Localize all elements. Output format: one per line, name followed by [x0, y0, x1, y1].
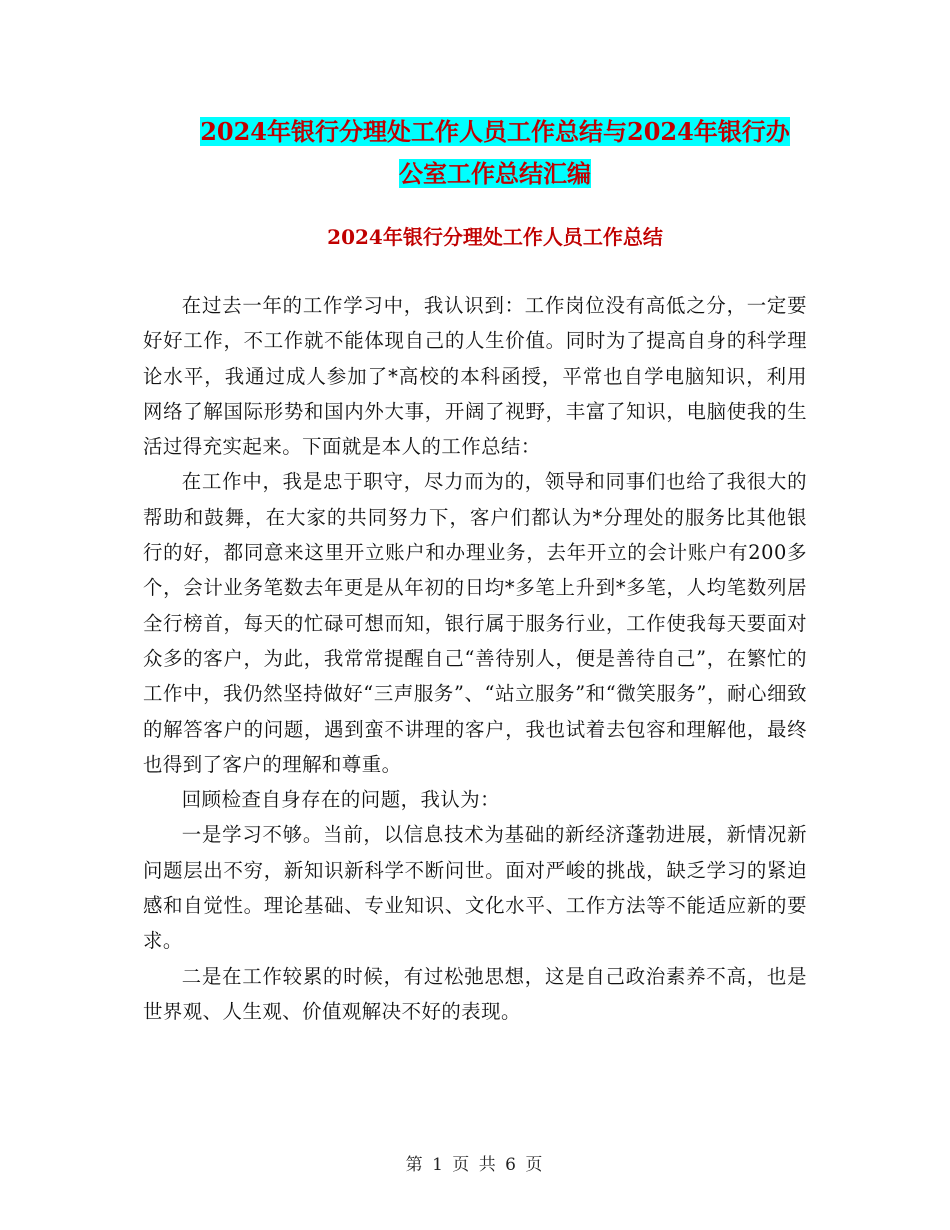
document-title-line-1 — [140, 110, 850, 154]
paragraph: 一是学习不够。当前，以信息技术为基础的新经济蓬勃进展，新情况新问题层出不穷，新知识新科学不断问世。面对严峻的挑战，缺乏学习的紧迫感和自觉性。理论基础、专业知识、文化水平、工作方法等不能适应新的要求。 — [143, 823, 807, 953]
document-title-text-2: 公室工作总结汇编 — [399, 159, 591, 188]
document-title-text-1: 2024年银行分理处工作人员工作总结与2024年银行办 — [200, 117, 790, 146]
paragraph: 二是在工作较累的时候，有过松弛思想，这是自己政治素养不高，也是世界观、人生观、价值观解决不好的表现。 — [143, 964, 807, 1023]
paragraph: 在工作中，我是忠于职守，尽力而为的，领导和同事们也给了我很大的帮助和鼓舞，在大家的共同努力下，客户们都认为*分理处的服务比其他银行的好，都同意来这里开立账户和办理业务，去年开立的会计账户有200多个，会计业务笔数去年更是从年初的日均*多笔上升到*多笔，人均笔数列居全行榜首，每天的忙碌可想而知，银行属于服务行业，工作使我每天要面对众多的客户，为此，我常常提醒自己“善待别人，便是善待自己”，在繁忙的工作中，我仍然坚持做好“三声服务”、“站立服务”和“微笑服务”，耐心细致的解答客户的问题，遇到蛮不讲理的客户，我也试着去包容和理解他，最终也得到了客户的理解和尊重。 — [143, 470, 807, 776]
document-title-line-2 — [140, 152, 850, 196]
paragraph: 在过去一年的工作学习中，我认识到：工作岗位没有高低之分，一定要好好工作，不工作就不能体现自己的人生价值。同时为了提高自身的科学理论水平，我通过成人参加了*高校的本科函授，平常也自学电脑知识，利用网络了解国际形势和国内外大事，开阔了视野，丰富了知识，电脑使我的生活过得充实起来。下面就是本人的工作总结： — [143, 294, 807, 459]
section-heading: 2024年银行分理处工作人员工作总结 — [327, 225, 663, 249]
body-text — [143, 288, 807, 1029]
paragraph: 回顾检查自身存在的问题，我认为： — [181, 788, 501, 812]
page-footer: 第 1 页 共 6 页 — [405, 1155, 545, 1175]
